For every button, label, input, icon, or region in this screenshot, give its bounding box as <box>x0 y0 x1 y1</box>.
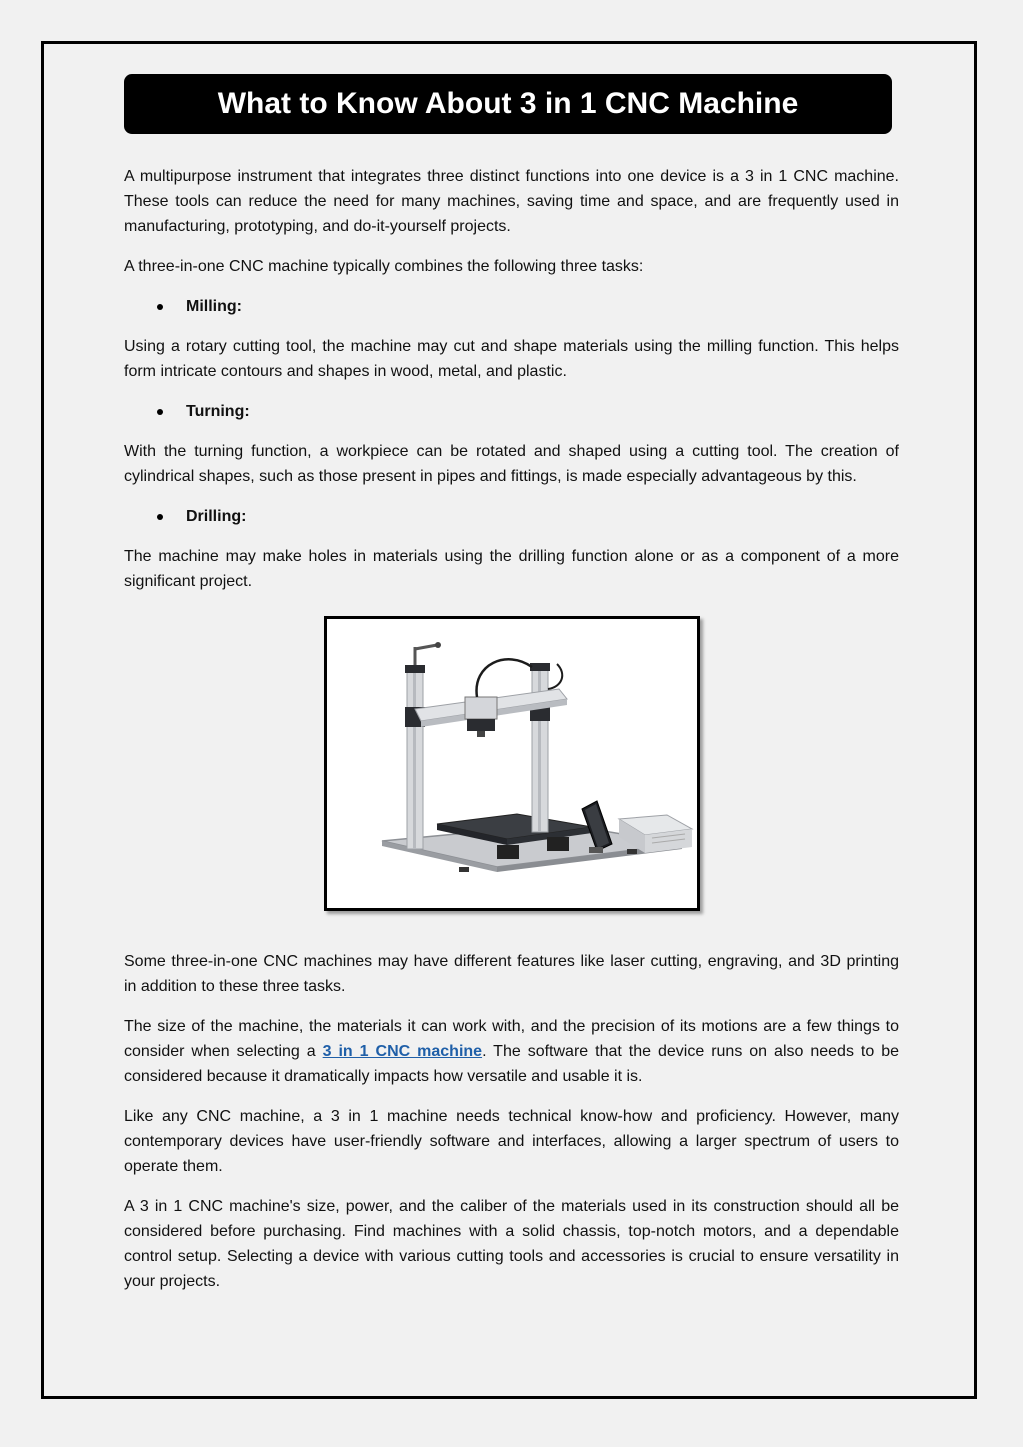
cnc-machine-link[interactable]: 3 in 1 CNC machine <box>322 1043 483 1060</box>
selection-text-before: The size of the machine, the materials it can work with, and the precision of its motions are a few things to consider when selecting a <box>124 1018 899 1060</box>
turning-paragraph: With the turning function, a workpiece can be rotated and shaped using a cutting tool. The creation of cylindrical shapes, such as those present in pipes and fittings, is made especially advantageous by this. <box>124 443 899 485</box>
selection-paragraph <box>124 1014 899 1089</box>
document-body <box>124 74 899 1309</box>
document-title: What to Know About 3 in 1 CNC Machine <box>124 74 892 134</box>
selection-text-after: . The software that the device runs on also needs to be considered because it dramatically impacts how versatile and usable it is. <box>124 1043 900 1085</box>
bullet-milling: Milling: <box>124 294 899 319</box>
knowhow-paragraph: Like any CNC machine, a 3 in 1 machine needs technical know-how and proficiency. However, many contemporary devices have user-friendly software and interfaces, allowing a larger spectrum of users to operate them. <box>124 1108 899 1175</box>
milling-paragraph: Using a rotary cutting tool, the machine may cut and shape materials using the milling function. This helps form intricate contours and shapes in wood, metal, and plastic. <box>124 338 899 380</box>
intro-paragraph: A multipurpose instrument that integrates three distinct functions into one device is a 3 in 1 CNC machine. These tools can reduce the need for many machines, saving time and space, and are frequently used in manufacturing, prototyping, and do-it-yourself projects. <box>124 168 899 235</box>
drilling-paragraph: The machine may make holes in materials using the drilling function alone or as a component of a more significant project. <box>124 548 899 590</box>
bullet-turning: Turning: <box>124 399 899 424</box>
bullet-drilling: Drilling: <box>124 504 899 529</box>
features-paragraph: Some three-in-one CNC machines may have different features like laser cutting, engraving, and 3D printing in addition to these three tasks. <box>124 953 899 995</box>
cnc-machine-illustration <box>327 619 697 908</box>
purchasing-paragraph: A 3 in 1 CNC machine's size, power, and the caliber of the materials used in its construction should all be considered before purchasing. Find machines with a solid chassis, top-notch motors, and a dependable control setup. Selecting a device with various cutting tools and accessories is crucial to ensure versatility in your projects. <box>124 1198 899 1290</box>
cnc-machine-image <box>324 616 700 911</box>
tasks-intro-paragraph: A three-in-one CNC machine typically combines the following three tasks: <box>124 258 644 275</box>
figure-container <box>124 616 899 911</box>
